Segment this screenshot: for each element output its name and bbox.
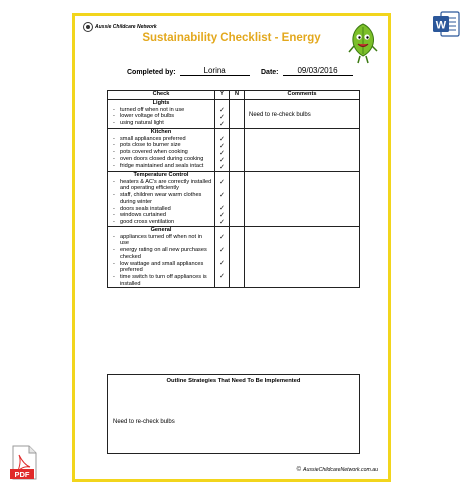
section-items-cell [108, 129, 215, 172]
checklist-item-text: lower voltage of bulbs [120, 113, 175, 120]
section-yes-cell [215, 129, 230, 172]
section-items-cell [108, 100, 215, 129]
checklist-item-text: turned off when not in use [120, 106, 185, 113]
checklist-body [108, 100, 360, 288]
bullet-dash: - [113, 260, 115, 267]
pdf-document-icon[interactable] [10, 445, 38, 481]
section-yes-cell [215, 100, 230, 129]
footer-text: AussieChildcareNetwork.com.au [303, 467, 378, 473]
yes-tick-icon: ✓ [219, 192, 225, 199]
checklist-item-text: energy rating on all new purchases checked [120, 247, 207, 260]
bullet-dash: - [113, 135, 115, 142]
date-label: Date: [261, 69, 279, 76]
section-comment-cell [245, 129, 360, 172]
checklist-item-text: low wattage and small appliances preferred [120, 260, 204, 274]
checklist-item [110, 212, 212, 219]
checklist-item [110, 206, 212, 213]
yes-tick-icon: ✓ [219, 247, 225, 254]
bullet-dash: - [113, 273, 115, 280]
energy-checklist-table [107, 90, 360, 288]
checklist-item [110, 156, 212, 163]
section-yes-cell [215, 227, 230, 288]
checklist-item [110, 136, 212, 143]
section-comment-cell [245, 172, 360, 227]
yes-tick-icon: ✓ [219, 114, 225, 121]
bullet-dash: - [113, 155, 115, 162]
brand-logo-icon [83, 22, 93, 32]
bullet-dash: - [113, 247, 115, 254]
checklist-section-row [108, 172, 360, 227]
bullet-dash: - [113, 192, 115, 199]
section-no-cell [230, 172, 245, 227]
bullet-dash: - [113, 162, 115, 169]
date-field [261, 66, 353, 76]
page-title: Sustainability Checklist - Energy [142, 32, 321, 44]
checklist-item-text: oven doors closed during cooking [120, 155, 204, 162]
yes-tick-icon: ✓ [219, 212, 225, 219]
bullet-dash: - [113, 106, 115, 113]
date-value: 09/03/2016 [283, 66, 353, 76]
section-heading: General [150, 227, 172, 233]
header-no: N [230, 91, 245, 100]
section-no-cell [230, 129, 245, 172]
checklist-item [110, 261, 212, 274]
checklist-item-text: using natural light [120, 120, 164, 127]
checklist-item-text: appliances turned off when not in use [120, 233, 202, 247]
yes-tick-icon: ✓ [219, 260, 225, 267]
section-no-cell [230, 227, 245, 288]
checklist-section-row [108, 227, 360, 288]
yes-tick-icon: ✓ [219, 205, 225, 212]
yes-tick-icon: ✓ [219, 234, 225, 241]
checklist-item [110, 120, 212, 127]
yes-tick-icon: ✓ [219, 150, 225, 157]
checklist-item [110, 179, 212, 192]
checklist-item [110, 274, 212, 287]
checklist-item [110, 219, 212, 226]
checklist-item-text: time switch to turn off appliances is installed [120, 273, 207, 287]
brand-logo [83, 22, 157, 32]
section-heading: Kitchen [150, 129, 172, 135]
copyright-icon: © [296, 467, 302, 473]
checklist-item-text: staff, children wear warm clothes during winter [120, 192, 202, 205]
word-icon-letter: W [435, 19, 447, 32]
section-no-cell [230, 100, 245, 129]
checklist-item [110, 107, 212, 114]
yes-tick-icon: ✓ [219, 143, 225, 150]
section-yes-cell [215, 172, 230, 227]
section-items-cell [108, 172, 215, 227]
checklist-item [110, 234, 212, 247]
section-comment-cell [245, 227, 360, 288]
section-comment-cell [245, 100, 360, 129]
bullet-dash: - [113, 212, 115, 219]
checklist-item-text: heaters & AC's are correctly installed and operating efficiently [120, 178, 212, 192]
checklist-item [110, 149, 212, 156]
completed-by-value: Lorina [180, 66, 250, 76]
bullet-dash: - [113, 142, 115, 149]
checklist-item [110, 192, 212, 205]
yes-tick-icon: ✓ [219, 157, 225, 164]
checklist-item-text: pots close to burner size [120, 142, 181, 149]
bullet-dash: - [113, 233, 115, 240]
checklist-item-text: pots covered when cooking [120, 149, 188, 156]
yes-tick-icon: ✓ [219, 136, 225, 143]
completed-by-label: Completed by: [127, 69, 176, 76]
strategies-text: Need to re-check bulbs [113, 419, 175, 425]
section-heading: Temperature Control [133, 172, 189, 178]
checklist-item-text: doors seals installed [120, 205, 171, 212]
checklist-item [110, 113, 212, 120]
bullet-dash: - [113, 178, 115, 185]
bullet-dash: - [113, 218, 115, 225]
completed-by-field [127, 66, 250, 76]
header-check: Check [108, 91, 215, 100]
yes-tick-icon: ✓ [219, 107, 225, 114]
yes-tick-icon: ✓ [219, 219, 225, 226]
checklist-item-text: good cross ventilation [120, 218, 175, 225]
footer-credit [297, 467, 378, 473]
header-yes: Y [215, 91, 230, 100]
comment-text: Need to re-check bulbs [249, 112, 311, 118]
bullet-dash: - [113, 149, 115, 156]
header-comments: Comments [245, 91, 360, 100]
pdf-icon-label: PDF [14, 470, 30, 479]
worksheet-page [72, 13, 391, 482]
section-heading: Lights [152, 100, 170, 106]
checklist-item-text: fridge maintained and seals intact [120, 162, 204, 169]
checklist-section-row [108, 100, 360, 129]
checklist-item [110, 247, 212, 260]
yes-tick-icon: ✓ [219, 164, 225, 171]
checklist-section-row [108, 129, 360, 172]
checklist-item-text: small appliances preferred [120, 135, 186, 142]
bullet-dash: - [113, 120, 115, 127]
checklist-item-text: windows curtained [120, 212, 167, 219]
yes-tick-icon: ✓ [219, 121, 225, 128]
bullet-dash: - [113, 113, 115, 120]
table-header-row [108, 91, 360, 100]
strategies-title: Outline Strategies That Need To Be Implemented [166, 378, 301, 384]
bullet-dash: - [113, 205, 115, 212]
yes-tick-icon: ✓ [219, 179, 225, 186]
brand-logo-text: Aussie Childcare Network [95, 24, 157, 30]
checklist-item [110, 142, 212, 149]
strategies-box [107, 374, 360, 454]
section-items-cell [108, 227, 215, 288]
yes-tick-icon: ✓ [219, 273, 225, 280]
checklist-item [110, 163, 212, 170]
word-document-icon[interactable] [431, 9, 461, 39]
